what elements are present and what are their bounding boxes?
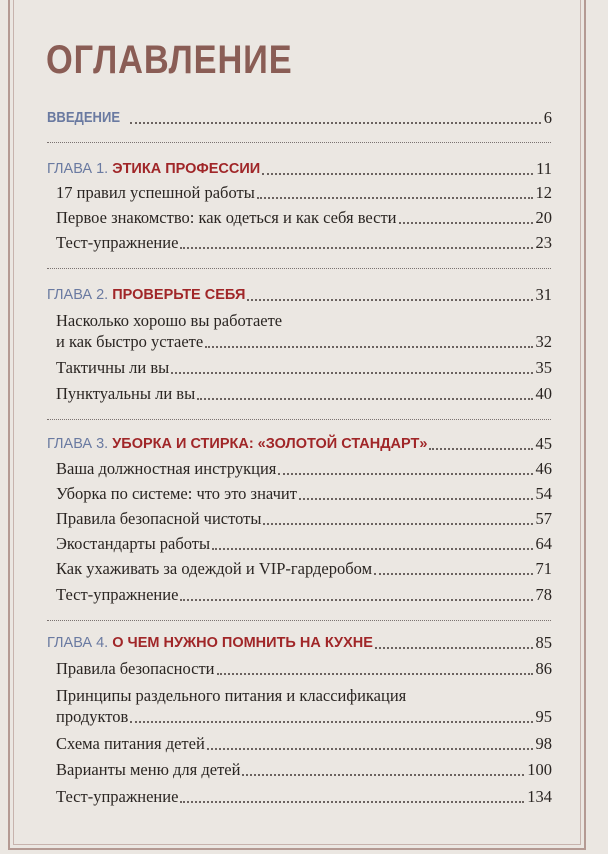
toc-entry[interactable] bbox=[56, 482, 552, 504]
dot-leader bbox=[180, 800, 524, 803]
dot-leader bbox=[130, 720, 532, 723]
dot-leader bbox=[212, 547, 532, 550]
chapter-heading bbox=[47, 285, 245, 305]
dot-leader bbox=[247, 298, 532, 301]
toc-entry-label: Тест-упражнение bbox=[56, 233, 179, 252]
dot-leader bbox=[242, 773, 524, 776]
toc-entry-page: 95 bbox=[535, 707, 552, 726]
toc-chapter-2[interactable] bbox=[47, 283, 552, 305]
toc-entry-label: Первое знакомство: как одеться и как себя вести bbox=[56, 208, 397, 227]
chapter-title: УБОРКА И СТИРКА: «ЗОЛОТОЙ СТАНДАРТ» bbox=[112, 436, 428, 452]
toc-entry-label: 17 правил успешной работы bbox=[56, 183, 255, 202]
toc-entry-label: продуктов bbox=[56, 707, 129, 726]
toc-entry[interactable] bbox=[56, 583, 552, 605]
toc-chapter-3[interactable] bbox=[47, 432, 552, 454]
toc-entry-intro[interactable] bbox=[47, 106, 552, 128]
dot-leader bbox=[180, 246, 532, 249]
toc-entry-page: 32 bbox=[535, 332, 552, 351]
chapter-title: ЭТИКА ПРОФЕССИИ bbox=[112, 161, 261, 177]
toc-entry-page: 85 bbox=[535, 633, 552, 652]
dot-leader bbox=[374, 572, 532, 575]
toc-chapter-1[interactable] bbox=[47, 157, 552, 179]
dot-leader bbox=[399, 221, 533, 224]
toc-entry[interactable] bbox=[56, 758, 552, 780]
toc-entry[interactable] bbox=[56, 785, 552, 807]
dot-leader bbox=[217, 672, 533, 675]
chapter-number: ГЛАВА 3. bbox=[47, 436, 113, 452]
toc-entry[interactable] bbox=[56, 181, 552, 203]
toc-entry-label-line1: Принципы раздельного питания и классификация bbox=[56, 686, 407, 705]
toc-entry-label: Варианты меню для детей bbox=[56, 760, 241, 779]
toc-chapter-4[interactable] bbox=[47, 631, 552, 653]
toc-entry-page: 98 bbox=[535, 734, 552, 753]
toc-entry-label: Экостандарты работы bbox=[56, 534, 211, 553]
toc-entry-page: 57 bbox=[535, 509, 552, 528]
chapter-heading bbox=[47, 633, 373, 653]
toc-entry-page: 64 bbox=[535, 534, 552, 553]
toc-entry-page: 46 bbox=[535, 459, 552, 478]
dot-leader bbox=[263, 522, 532, 525]
dot-leader bbox=[299, 497, 533, 500]
toc-entry[interactable] bbox=[56, 532, 552, 554]
dot-leader bbox=[262, 172, 533, 175]
toc-entry-page: 78 bbox=[535, 585, 552, 604]
section-divider bbox=[47, 142, 551, 143]
chapter-heading bbox=[47, 159, 260, 179]
dot-leader bbox=[205, 345, 532, 348]
toc-entry-page: 40 bbox=[535, 384, 552, 403]
dot-leader bbox=[197, 397, 532, 400]
toc-entry-page: 12 bbox=[535, 183, 552, 202]
chapter-title: ПРОВЕРЬТЕ СЕБЯ bbox=[112, 287, 246, 303]
toc-title: ОГЛАВЛЕНИЕ bbox=[46, 38, 293, 82]
toc-entry-label-line1: Насколько хорошо вы работаете bbox=[56, 311, 283, 330]
toc-entry-page: 134 bbox=[527, 787, 552, 806]
dot-leader bbox=[180, 598, 532, 601]
chapter-number: ГЛАВА 4. bbox=[47, 635, 113, 651]
toc-entry[interactable] bbox=[56, 457, 552, 479]
toc-entry[interactable] bbox=[56, 557, 552, 579]
toc-entry-label: Уборка по системе: что это значит bbox=[56, 484, 297, 503]
dot-leader bbox=[207, 747, 533, 750]
chapter-number: ГЛАВА 1. bbox=[47, 161, 113, 177]
toc-entry-label: Ваша должностная инструкция bbox=[56, 459, 277, 478]
toc-entry-page: 35 bbox=[535, 358, 552, 377]
dot-leader bbox=[171, 371, 532, 374]
toc-entry-page: 100 bbox=[527, 760, 552, 779]
toc-entry-page: 6 bbox=[543, 108, 552, 127]
toc-entry-label: Тактичны ли вы bbox=[56, 358, 170, 377]
toc-entry-label: Схема питания детей bbox=[56, 734, 205, 753]
toc-entry-label: ВВЕДЕНИЕ bbox=[47, 110, 121, 126]
toc-entry[interactable] bbox=[56, 356, 552, 378]
toc-entry-page: 54 bbox=[535, 484, 552, 503]
chapter-heading bbox=[47, 434, 427, 454]
toc-entry-label: Тест-упражнение bbox=[56, 787, 179, 806]
toc-entry-page: 20 bbox=[535, 208, 552, 227]
section-divider bbox=[47, 620, 551, 621]
dot-leader bbox=[429, 447, 532, 450]
toc-entry[interactable] bbox=[56, 382, 552, 404]
toc-entry[interactable] bbox=[56, 206, 552, 228]
toc-entry-page: 23 bbox=[535, 233, 552, 252]
chapter-number: ГЛАВА 2. bbox=[47, 287, 113, 303]
toc-entry-label: Правила безопасной чистоты bbox=[56, 509, 262, 528]
dot-leader bbox=[257, 196, 533, 199]
toc-entry-page: 31 bbox=[535, 285, 552, 304]
toc-entry-page: 86 bbox=[535, 659, 552, 678]
section-divider bbox=[47, 268, 551, 269]
dot-leader bbox=[375, 646, 533, 649]
toc-entry-label: Пунктуальны ли вы bbox=[56, 384, 196, 403]
toc-entry[interactable] bbox=[56, 732, 552, 754]
section-divider bbox=[47, 419, 551, 420]
toc-entry-page: 45 bbox=[535, 434, 552, 453]
dot-leader bbox=[278, 472, 532, 475]
toc-entry-label: Правила безопасности bbox=[56, 659, 215, 678]
toc-entry-page: 11 bbox=[536, 159, 552, 178]
toc-entry-page: 71 bbox=[535, 559, 552, 578]
toc-entry[interactable] bbox=[56, 231, 552, 253]
toc-entry-label: Тест-упражнение bbox=[56, 585, 179, 604]
toc-entry-label: и как быстро устаете bbox=[56, 332, 204, 351]
dot-leader bbox=[130, 121, 541, 124]
toc-entry[interactable] bbox=[56, 507, 552, 529]
toc-entry-label: Как ухаживать за одеждой и VIP-гардеробом bbox=[56, 559, 373, 578]
toc-entry[interactable] bbox=[56, 705, 552, 727]
chapter-title: О ЧЕМ НУЖНО ПОМНИТЬ НА КУХНЕ bbox=[112, 635, 373, 651]
toc-entry[interactable] bbox=[56, 657, 552, 679]
toc-entry[interactable] bbox=[56, 330, 552, 352]
